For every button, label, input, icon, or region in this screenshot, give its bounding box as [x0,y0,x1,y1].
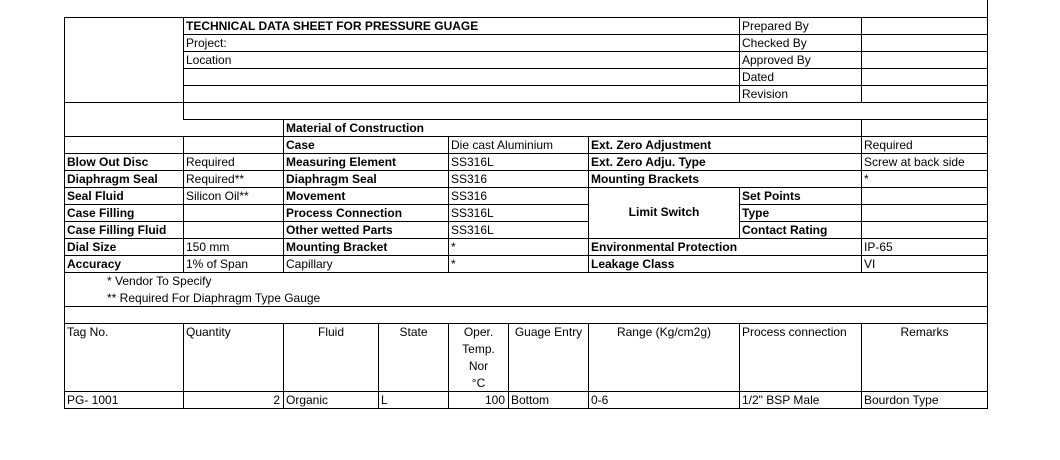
column-header-range: Range (Kg/cm2g) [616,325,712,339]
grid-line [183,34,988,35]
mounting-brackets-value: * [864,172,869,186]
material-label: Capillary [286,257,333,271]
grid-line [183,119,988,120]
spec-value: 1% of Span [186,257,249,271]
grid-line [283,119,284,272]
spec-label: Dial Size [67,240,117,254]
column-header-tag: Tag No. [67,325,109,339]
grid-line [64,17,65,409]
material-label: Process Connection [286,206,403,220]
column-header-state: State [399,325,428,339]
contact-rating-label: Contact Rating [742,223,828,237]
cell-state: L [381,393,388,407]
ext-zero-adjustment-value: Required [864,138,913,152]
grid-line [739,17,740,102]
location-label: Location [186,53,232,67]
grid-line [739,221,988,222]
spec-value: 150 mm [186,240,230,254]
material-label: Mounting Bracket [286,240,388,254]
grid-line [64,306,988,307]
spec-value: Silicon Oil** [186,189,249,203]
column-header-temp-line: Nor [468,359,489,373]
mounting-brackets-label: Mounting Brackets [591,172,700,186]
spec-label: Seal Fluid [67,189,124,203]
ext-zero-adjustment-label: Ext. Zero Adjustment [591,138,712,152]
column-header-quantity: Quantity [186,325,231,339]
grid-line [64,408,988,409]
material-value: SS316 [451,172,488,186]
approved-by-label: Approved By [742,53,811,67]
grid-line [64,187,988,188]
column-header-remarks: Remarks [900,325,949,339]
grid-line [987,0,988,409]
sheet-title: TECHNICAL DATA SHEET FOR PRESSURE GUAGE [186,19,479,33]
material-label: Movement [286,189,346,203]
spec-label: Accuracy [67,257,122,271]
grid-line [183,51,988,52]
grid-line [64,323,988,324]
grid-line [64,391,988,392]
grid-line [64,238,988,239]
grid-line [64,272,988,273]
grid-line [588,136,589,272]
material-value: * [451,240,456,254]
grid-line [448,136,449,272]
limit-switch-label: Limit Switch [628,205,700,219]
leakage-class-label: Leakage Class [591,257,675,271]
materials-heading: Material of Construction [286,121,425,135]
grid-line [64,204,588,205]
material-value: SS316L [451,223,494,237]
cell-quantity: 2 [273,393,280,407]
material-value: Die cast Aluminium [451,138,554,152]
spec-value: Required [186,155,235,169]
material-value: SS316L [451,155,494,169]
spec-label: Case Filling Fluid [67,223,167,237]
environmental-protection-value: IP-65 [864,240,893,254]
cell-range: 0-6 [591,393,609,407]
material-value: SS316 [451,189,488,203]
material-value: * [451,257,456,271]
column-header-process: Process connection [742,325,847,339]
material-value: SS316L [451,206,494,220]
ext-zero-adju-type-label: Ext. Zero Adju. Type [591,155,706,169]
leakage-class-value: VI [864,257,876,271]
cell-tag: PG- 1001 [67,393,119,407]
material-label: Measuring Element [286,155,397,169]
spec-label: Diaphragm Seal [67,172,158,186]
spec-label: Case Filling [67,206,135,220]
grid-line [64,221,588,222]
type-label: Type [742,206,770,220]
cell-fluid: Organic [286,393,329,407]
set-points-label: Set Points [742,189,801,203]
grid-line [183,68,988,69]
spec-label: Blow Out Disc [67,155,149,169]
note-diaphragm: ** Required For Diaphragm Type Gauge [107,291,321,305]
grid-line [64,136,988,137]
material-label: Case [286,138,315,152]
grid-line [64,153,988,154]
revision-label: Revision [742,87,789,101]
column-header-entry: Guage Entry [514,325,583,339]
checked-by-label: Checked By [742,36,807,50]
column-header-fluid: Fluid [317,325,344,339]
cell-temp: 100 [484,393,505,407]
column-header-temp-line: Temp. [462,342,495,356]
cell-process: 1/2" BSP Male [742,393,820,407]
note-vendor: * Vendor To Specify [107,274,212,288]
material-label: Other wetted Parts [286,223,393,237]
spec-value: Required** [186,172,245,186]
ext-zero-adju-type-value: Screw at back side [864,155,965,169]
grid-line [739,187,740,238]
cell-entry: Bottom [511,393,550,407]
grid-line [861,119,862,272]
prepared-by-label: Prepared By [742,19,809,33]
environmental-protection-label: Environmental Protection [591,240,738,254]
material-label: Diaphragm Seal [286,172,377,186]
grid-line [739,204,988,205]
grid-line [183,136,184,272]
grid-line [183,17,184,119]
project-label: Project: [186,36,227,50]
grid-line [861,17,862,102]
grid-line [183,85,988,86]
grid-line [64,17,988,18]
grid-line [64,170,988,171]
grid-line [64,102,988,103]
cell-remarks: Bourdon Type [864,393,939,407]
grid-line [739,323,740,409]
column-header-temp-line: Oper. [463,325,494,339]
grid-line [64,255,988,256]
dated-label: Dated [742,70,775,84]
column-header-temp-line: °C [471,376,486,390]
